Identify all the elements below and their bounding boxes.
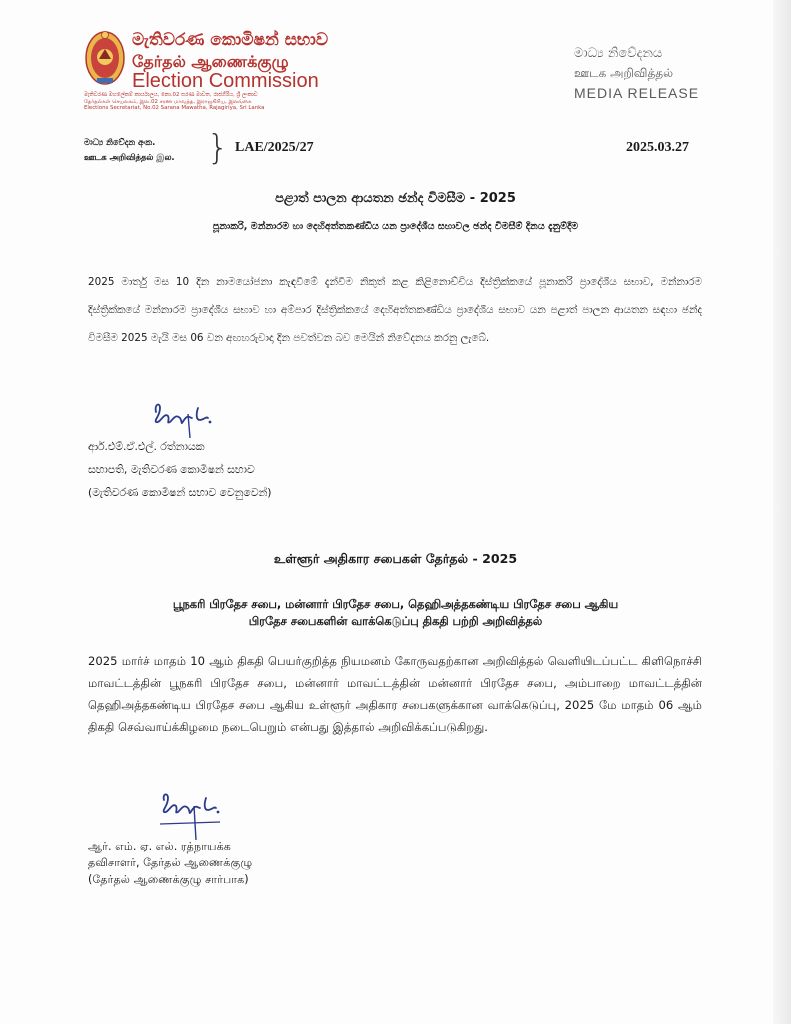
tamil-title: உள்ளூர் அதிகார சபைகள் தேர்தல் - 2025 xyxy=(273,551,518,566)
address-block xyxy=(84,92,264,112)
release-date: 2025.03.27 xyxy=(626,140,689,155)
tamil-subtitle-line1: பூநகரி பிரதேச சபை, மன்னார் பிரதேச சபை, தெஹிஅத்தகண்டிய பிரதேச சபை ஆகிய xyxy=(172,597,619,611)
sinhala-signatory-title: සභාපති, මැතිවරණ කොමිෂන් සභාව xyxy=(88,463,255,476)
tamil-signatory-name: ஆர். எம். ஏ. எல். ரத்நாயக்க xyxy=(88,840,231,853)
media-release-sinhala: මාධ්‍ය නිවේදනය xyxy=(574,46,663,61)
address-english: Elections Secretariat, No.02 Sarana Mawatha, Rajagiriya, Sri Lanka xyxy=(84,105,265,112)
org-name-english: Election Commission xyxy=(132,70,319,92)
address-sinhala: මැතිවරණ මහලේකම් කාර්යාලය, නො.02 සරණ මාවත, රාජගිරිය, ශ්‍රී ලංකාව xyxy=(84,92,258,98)
media-release-tamil: ஊடக அறிவித்தல் xyxy=(574,66,674,80)
tamil-subtitle-line2: பிரதேச சபைகளின் வாக்கெடுப்பு திகதி பற்றி அறிவித்தல் xyxy=(248,614,543,628)
reference-label-tamil: ஊடக அறிவித்தல் இல. xyxy=(84,152,175,162)
sinhala-signatory-behalf: (මැතිවරණ කොමිෂන් සභාව වෙනුවෙන්) xyxy=(88,486,272,499)
sinhala-body: 2025 මාර්තු මස 10 දින නාමයෝජනා කැඳවීමේ දැන්වීම නිකුත් කළ කිළිනොච්චිය දිස්ත්‍රික්කයේ පූනාකරි ප්‍රාදේශීය සභාව, මන්නාරම දිස්ත්‍රික්කයේ මන්නාරම ප්‍රාදේශීය සභාව හා අම්පාර දිස්ත්‍රික්කයේ දෙහිඅත්තකණ්ඩිය ප්‍රාදේශීය සභාව යන පළාත් පාලන ආයතන සඳහා ඡන්ද විමසීම 2025 මැයි මස 06 වන අඟහරුවාදා දින පවත්වන බව මෙයින් නිවේදනය කරනු ලැබේ. xyxy=(88,276,702,344)
sinhala-signatory-name: ආර්.එම්.ඒ.එල්. රත්නායක xyxy=(88,440,205,453)
brace-icon: } xyxy=(207,128,229,168)
org-name-sinhala: මැතිවරණ කොමිෂන් සභාව xyxy=(132,30,329,50)
scan-edge-shadow xyxy=(773,0,791,1024)
signature-sinhala xyxy=(150,398,220,440)
reference-number: LAE/2025/27 xyxy=(235,140,314,155)
tamil-signatory-title: தவிசாளர், தேர்தல் ஆணைக்குழு xyxy=(88,856,253,869)
tamil-body: 2025 மார்ச் மாதம் 10 ஆம் திகதி பெயர்குறித்த நியமனம் கோருவதற்கான அறிவித்தல் வெளியிடப்பட்ட கிளிநொச்சி மாவட்டத்தின் பூநகரி பிரதேச சபை, மன்னார் மாவட்டத்தின் மன்னார் பிரதேச சபை, அம்பாறை மாவட்டத்தின் தெஹிஅத்தகண்டிய பிரதேச சபை ஆகிய உள்ளூர் அதிகார சபைகளுக்கான வாக்கெடுப்பு, 2025 மே மாதம் 06 ஆம் திகதி செவ்வாய்க்கிழமை நடைபெறும் என்பது இத்தால் அறிவிக்கப்படுகிறது. xyxy=(88,654,702,734)
org-name-tamil: தேர்தல் ஆணைக்குழு xyxy=(132,52,289,71)
tamil-signatory-behalf: (தேர்தல் ஆணைக்குழு சார்பாக) xyxy=(88,873,249,886)
sinhala-subtitle: පූනාකරි, මන්නාරම හා දෙහිඅත්තකණ්ඩිය යන ප්‍රාදේශීය සභාවල ඡන්ද විමසීම් දිනය දැනුම්දීම xyxy=(212,221,579,232)
address-tamil: தேர்தல்கள் செயலகம், இல.02 சரண மாவத்த, இராஜகிரிய, இலங்கை xyxy=(84,98,252,105)
media-release-english: MEDIA RELEASE xyxy=(574,85,700,101)
reference-label-sinhala: මාධ්‍ය නිවේදන අංක. xyxy=(84,137,156,147)
signature-tamil xyxy=(158,790,228,842)
emblem-icon xyxy=(84,28,126,86)
sinhala-title: පළාත් පාලන ආයතන ඡන්ද විමසීම - 2025 xyxy=(275,191,516,206)
